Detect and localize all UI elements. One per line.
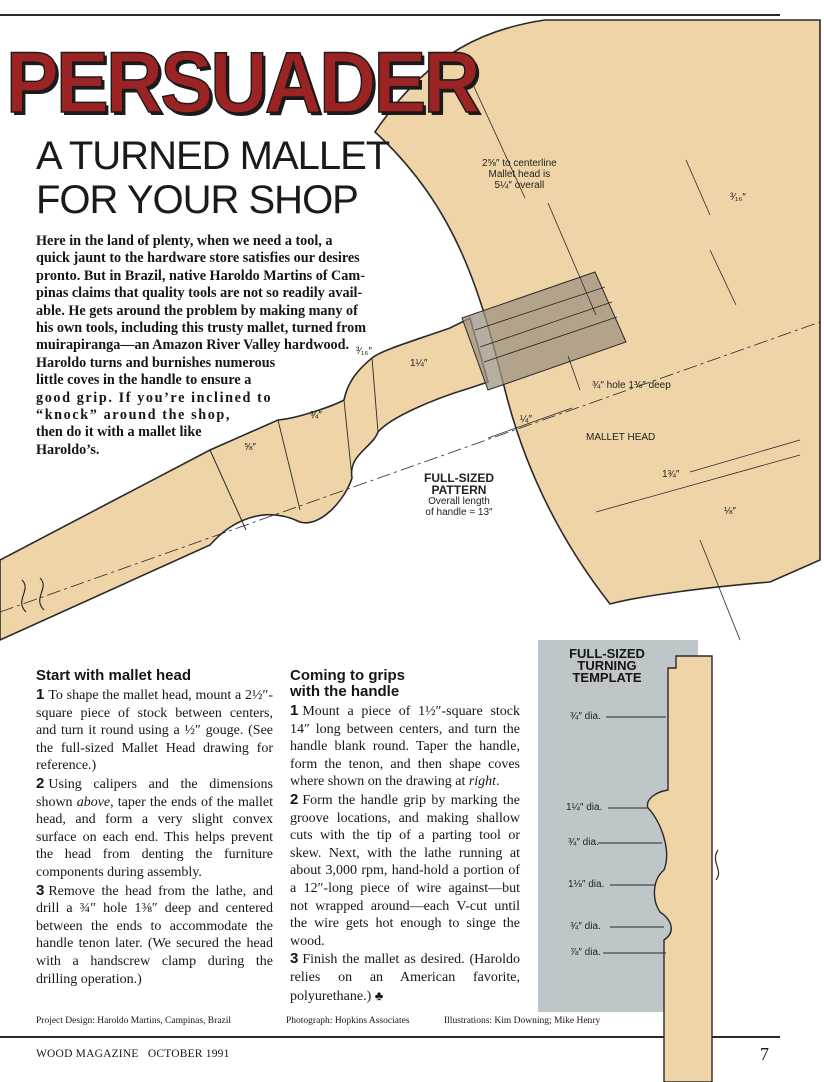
intro-line: able. He gets around the problem by making many of — [36, 302, 358, 319]
head-note-line: 2⅝″ to centerline — [482, 158, 557, 169]
column-mallet-head — [36, 668, 273, 988]
step — [36, 775, 273, 882]
step — [36, 882, 273, 989]
issue-date: OCTOBER 1991 — [147, 1048, 230, 1060]
section-heading-line: Coming to grips — [290, 667, 405, 684]
head-note-line: 5¼″ overall — [494, 180, 545, 191]
intro-line: then do it with a mallet like — [36, 424, 202, 441]
pattern-title: FULL-SIZED — [424, 471, 494, 485]
pattern-caption — [424, 472, 494, 518]
subtitle — [36, 134, 389, 222]
template-dim: ¾″ dia. — [570, 921, 601, 932]
section-body — [290, 702, 520, 1005]
step-text-emphasis: right — [468, 774, 497, 790]
section-heading — [290, 668, 520, 700]
section-heading-line: with the handle — [290, 683, 400, 700]
column-handle — [290, 668, 520, 1005]
subtitle-line: FOR YOUR SHOP — [36, 178, 358, 222]
step-text: Using calipers and the dimensions shown — [36, 776, 273, 810]
step-text: Mount a piece of 1½″-square stock 14″ long between centers, and turn the handle blank round. Taper the handle, form the tenon, and then shape coves where shown on the drawing at — [290, 704, 520, 790]
intro-line: good grip. If you’re inclined to — [36, 389, 273, 406]
step-text: Remove the head from the lathe, and drill a ¾″ hole 1⅜″ deep and centered between the ends to accommodate the handle tenon later. (We secured the head with a handscrew clamp during the drilling operation.) — [36, 883, 273, 987]
step — [290, 702, 520, 791]
headline: PERSUADER — [6, 35, 478, 131]
template-title-line: FULL-SIZED — [569, 646, 645, 661]
template-title — [552, 648, 662, 684]
dim-3-16-handle: ³⁄₁₆″ — [356, 346, 372, 357]
step-number: 1 — [36, 686, 45, 703]
intro-line: Haroldo’s. — [36, 441, 100, 458]
intro-line: “knock” around the shop, — [36, 407, 232, 424]
intro-line: muirapiranga—an Amazon River Valley hardwood. — [36, 337, 350, 354]
dim-1-4: ¼″ — [520, 414, 532, 425]
intro-line: Here in the land of plenty, when we need a tool, a — [36, 233, 333, 249]
pattern-note: of handle = 13″ — [425, 507, 493, 518]
dim-3-16-top: ³⁄₁₆″ — [730, 192, 746, 203]
step-number: 2 — [36, 774, 45, 792]
intro-line: Haroldo turns and burnishes numerous — [36, 354, 276, 371]
template-title-line: TURNING — [577, 658, 637, 673]
template-dim: ¾″ dia. — [568, 837, 599, 848]
section-body — [36, 686, 273, 988]
pattern-note: Overall length — [428, 496, 490, 507]
section-heading: Start with mallet head — [36, 667, 192, 684]
intro-line: pronto. But in Brazil, native Haroldo Martins of Cam- — [36, 267, 365, 284]
mallet-head-label: MALLET HEAD — [586, 432, 656, 443]
step-text: To shape the mallet head, mount a 2½″-square piece of stock between centers, and turn it round using a ½″ gouge. (See the full-sized Mallet Head drawing for reference.) — [36, 688, 273, 774]
step-text: Finish the mallet as desired. (Haroldo relies on an American favorite, polyurethane.) — [290, 952, 520, 1004]
page-number: 7 — [760, 1044, 769, 1064]
dim-3-4: ¾″ — [310, 410, 322, 421]
pattern-title: PATTERN — [431, 483, 487, 497]
intro-line: his own tools, including this trusty mallet, turned from — [36, 320, 367, 337]
step-number: 3 — [290, 950, 299, 968]
magazine-name: WOOD MAGAZINE — [36, 1048, 139, 1060]
step — [36, 686, 273, 775]
dim-1-8: ⅛″ — [724, 506, 736, 517]
dim-1-3-4: 1¾″ — [662, 469, 680, 480]
subtitle-line: A TURNED MALLET — [36, 134, 390, 178]
head-note-line: Mallet head is — [488, 169, 551, 180]
dim-1-1-4: 1¼″ — [410, 358, 428, 369]
step-text: . — [496, 774, 500, 790]
step-text-emphasis: above — [76, 794, 111, 810]
template-dim: ¾″ dia. — [570, 711, 601, 722]
end-mark-icon: ♣ — [374, 987, 384, 1003]
template-dim: 1⅛″ dia. — [568, 879, 605, 890]
credit-photo: Photograph: Hopkins Associates — [286, 1016, 410, 1026]
template-dim: ⅞″ dia. — [570, 947, 601, 958]
footer-magazine — [36, 1048, 230, 1060]
step — [290, 950, 520, 1005]
bottom-rule-right — [712, 1036, 780, 1038]
step-number: 2 — [290, 790, 299, 808]
template-title-line: TEMPLATE — [572, 670, 642, 685]
head-dimension-note — [482, 158, 557, 191]
intro-line: quick jaunt to the hardware store satisfies our desires — [36, 250, 360, 267]
hole-note: ¾″ hole 1⅜″ deep — [592, 380, 671, 391]
intro-line: pinas claims that quality tools are not so readily avail- — [36, 285, 363, 302]
step-number: 1 — [290, 702, 299, 719]
credit-design: Project Design: Haroldo Martins, Campinas, Brazil — [36, 1016, 231, 1026]
step-number: 3 — [36, 881, 45, 899]
intro-line: little coves in the handle to ensure a — [36, 372, 252, 389]
step — [290, 791, 520, 950]
template-dim: 1¼″ dia. — [566, 802, 603, 813]
step-text: Form the handle grip by marking the groove locations, and making shallow cuts with the tip of a parting tool or skew. Next, with the lathe running at about 3,000 rpm, hand-hold a portion of a 12″-long piece of wire against—but not wrapped around—each V-cut until the wire gets hot enough to singe the wood. — [290, 792, 520, 949]
credit-illustrations: Illustrations: Kim Downing; Mike Henry — [444, 1016, 601, 1026]
dim-5-8: ⅝″ — [244, 442, 256, 453]
step-text: , taper the ends of the mallet head, and form a very slight convex surface on each end. This helps prevent the head from denting the furniture components during assembly. — [36, 794, 273, 880]
bottom-rule — [0, 1036, 664, 1038]
